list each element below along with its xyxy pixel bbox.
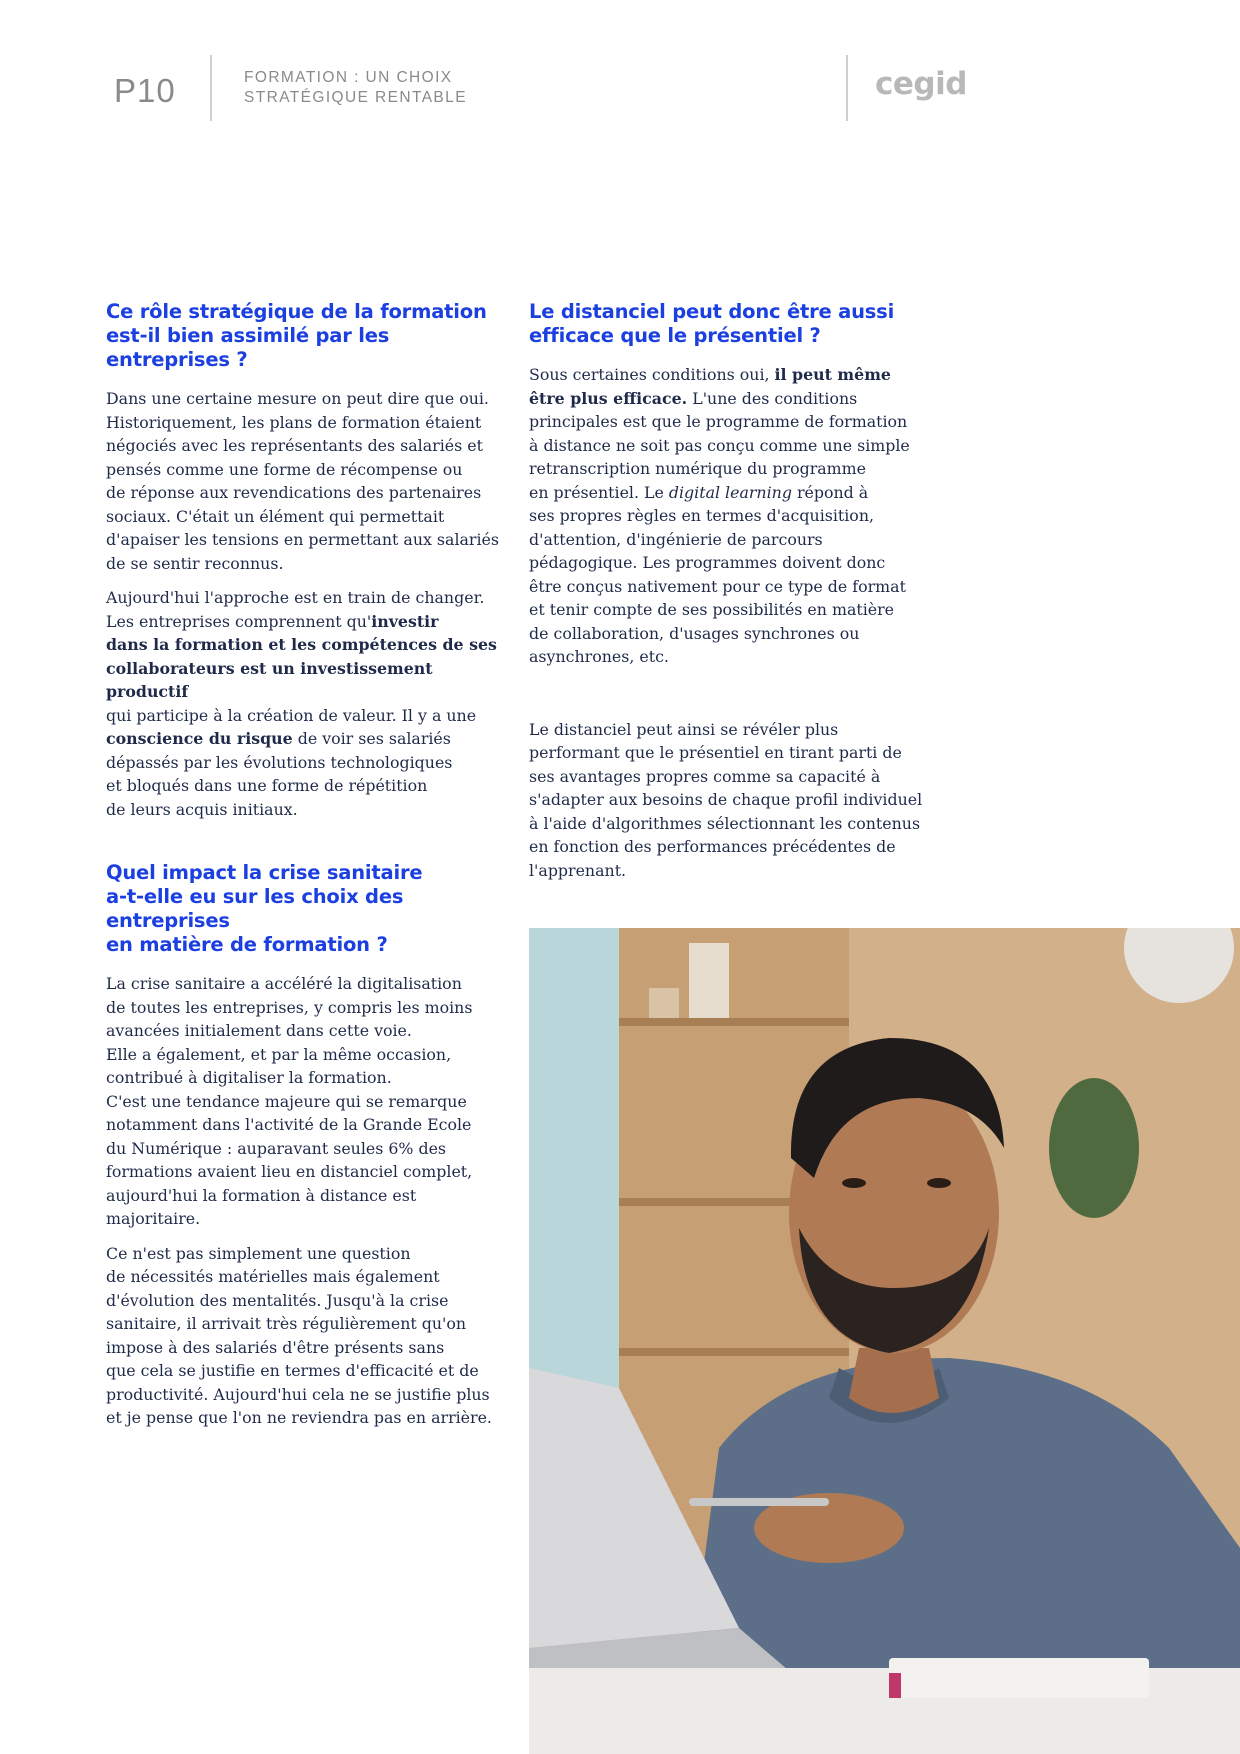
italic-text: digital learning bbox=[668, 482, 792, 502]
cegid-logo: cegid bbox=[875, 66, 967, 102]
section-heading-distance: Le distanciel peut donc être aussi efficace que le présentiel ? bbox=[529, 300, 895, 347]
page-header bbox=[0, 0, 1240, 130]
text: de voir ses salariés dépassés par les évolutions technologiques et bloqués dans une forme de répétition de leurs acquis initiaux. bbox=[106, 729, 453, 819]
document-title-line1: FORMATION : UN CHOIX bbox=[244, 69, 453, 86]
section-heading-role: Ce rôle stratégique de la formation est-il bien assimilé par les entreprises ? bbox=[106, 300, 487, 371]
document-title-line2: STRATÉGIQUE RENTABLE bbox=[244, 89, 467, 106]
header-divider bbox=[210, 55, 212, 121]
bold-text: investir dans la formation et les compétences de ses collaborateurs est un investissement productif bbox=[106, 611, 497, 701]
document-title bbox=[244, 68, 467, 108]
photo-man-laptop-icon bbox=[529, 928, 1240, 1754]
text: qui participe à la création de valeur. Il y a une bbox=[106, 705, 477, 725]
paragraph-distance-1 bbox=[529, 363, 929, 669]
paragraph-role-1: Dans une certaine mesure on peut dire que oui. Historiquement, les plans de formation étaient négociés avec les représentants des salariés et pensés comme une forme de récompense ou de réponse aux revendications des partenaires sociaux. C'était un élément qui permettait d'apaiser les tensions en permettant aux salariés de se sentir reconnus. bbox=[106, 389, 499, 573]
text: L'une des conditions principales est que le programme de formation à distance ne soit pas conçu comme une simple retranscription numérique du programme en présentiel. Le bbox=[529, 388, 910, 502]
left-column bbox=[106, 300, 506, 1441]
paragraph-crisis-1: La crise sanitaire a accéléré la digitalisation de toutes les entreprises, y compris les moins avancées initialement dans cette voie. Elle a également, et par la même occasion, contribué à digitaliser la formation. C'est une tendance majeure qui se remarque notamment dans l'activité de la Grande Ecole du Numérique : auparavant seules 6% des formations avaient lieu en distanciel complet, aujourd'hui la formation à distance est majoritaire. bbox=[106, 974, 473, 1228]
bold-text: il peut même être plus efficace. bbox=[529, 365, 891, 408]
logo-divider bbox=[846, 55, 848, 121]
text: répond à ses propres règles en termes d'acquisition, d'attention, d'ingénierie de parcours pédagogique. Les programmes doivent donc être conçus nativement pour ce type de format et tenir compte de ses possibilités en matière de collaboration, d'usages synchrones ou asynchrones, etc. bbox=[529, 482, 906, 666]
page-number: P10 bbox=[114, 72, 176, 109]
right-column bbox=[529, 300, 929, 893]
bold-text: conscience du risque bbox=[106, 729, 293, 748]
paragraph-distance-2: Le distanciel peut ainsi se révéler plus performant que le présentiel en tirant parti de ses avantages propres comme sa capacité à s'adapter aux besoins de chaque profil individuel à l'aide d'algorithmes sélectionnant les contenus en fonction des performances précédentes de l'apprenant. bbox=[529, 719, 923, 880]
text: Aujourd'hui l'approche est en train de changer. Les entreprises comprennent qu' bbox=[106, 588, 485, 631]
text: Sous certaines conditions oui, bbox=[529, 365, 775, 384]
section-heading-crisis: Quel impact la crise sanitaire a-t-elle eu sur les choix des entreprises en matière de formation ? bbox=[106, 861, 423, 956]
paragraph-crisis-2: Ce n'est pas simplement une question de nécessités matérielles mais également d'évolution des mentalités. Jusqu'à la crise sanitaire, il arrivait très régulièrement qu'on impose à des salariés d'être présents sans que cela se justifie en termes d'efficacité et de productivité. Aujourd'hui cela ne se justifie plus et je pense que l'on ne reviendra pas en arrière. bbox=[106, 1243, 492, 1427]
paragraph-role-2 bbox=[106, 586, 506, 821]
